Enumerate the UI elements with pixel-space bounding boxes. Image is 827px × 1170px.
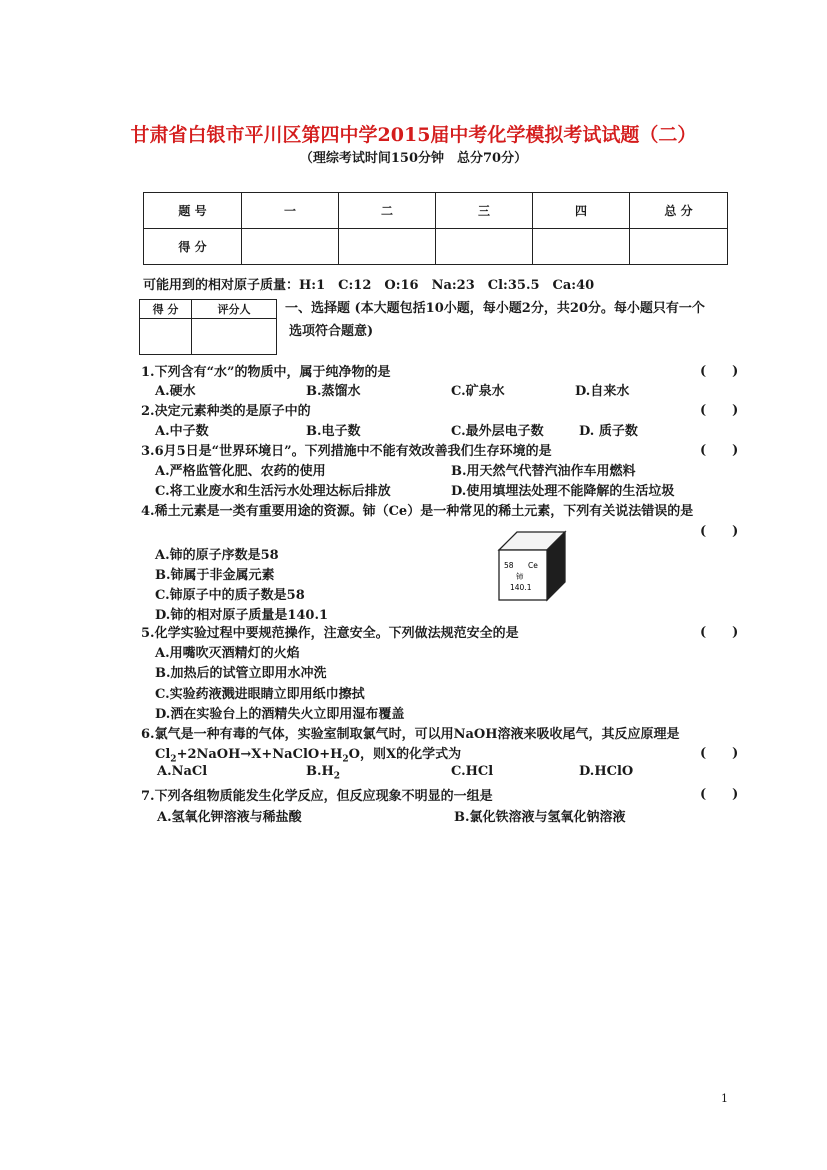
question-6-equation (155, 743, 461, 765)
question-1-option-d: D.自来水 (575, 384, 630, 399)
grader-score-cell (140, 319, 192, 355)
score-header-cell: 一 (242, 193, 339, 229)
equation-subscript: 2 (170, 754, 177, 765)
question-6-stem: 6.氯气是一种有毒的气体，实验室制取氯气时，可以用NaOH溶液来吸收尾气，其反应原理是 (141, 727, 680, 742)
question-3-option-a: A.严格监管化肥、农药的使用 (155, 464, 326, 479)
question-1-option-b: B.蒸馏水 (306, 384, 361, 399)
grader-table (139, 299, 277, 355)
score-table (143, 192, 728, 265)
score-header-cell: 题 号 (144, 193, 242, 229)
score-table-score-row (144, 229, 728, 265)
score-header-cell: 四 (533, 193, 630, 229)
question-7-stem: 7.下列各组物质能发生化学反应，但反应现象不明显的一组是 (141, 789, 493, 804)
question-5-option-a: A.用嘴吹灭酒精灯的火焰 (155, 646, 300, 661)
question-1-option-a: A.硬水 (155, 384, 196, 399)
option-subscript: 2 (333, 771, 341, 782)
grader-score-label: 得 分 (140, 300, 192, 319)
question-4-option-a: A.铈的原子序数是58 (155, 548, 279, 563)
question-6-option-d: D.HClO (579, 764, 634, 779)
option-text: B.H (306, 764, 334, 779)
section-one-heading: 一、选择题 (本大题包括10小题，每小题2分，共20分。每小题只有一个 (285, 301, 705, 316)
atomic-masses: 可能用到的相对原子质量：H:1 C:12 O:16 Na:23 Cl:35.5 Ca:40 (143, 278, 595, 293)
question-2-option-a: A.中子数 (155, 424, 209, 439)
score-row-label: 得 分 (144, 229, 242, 265)
question-3-stem: 3.6月5日是“世界环境日”。下列措施中不能有效改善我们生存环境的是 (141, 444, 552, 459)
question-4-stem: 4.稀土元素是一类有重要用途的资源。铈（Ce）是一种常见的稀土元素，下列有关说法错误的是 (141, 504, 694, 519)
question-6-answer-paren: ( ) (700, 746, 739, 761)
question-2-stem: 2.决定元素种类的是原子中的 (141, 404, 311, 419)
page-number: 1 (721, 1092, 728, 1105)
equation-part: +2NaOH→X+NaClO+H (176, 747, 343, 762)
question-2-answer-paren: ( ) (700, 403, 739, 418)
question-5-stem: 5.化学实验过程中要规范操作，注意安全。下列做法规范安全的是 (141, 626, 519, 641)
section-one-note: 选项符合题意) (289, 324, 374, 339)
score-header-cell: 二 (339, 193, 436, 229)
question-5-option-d: D.洒在实验台上的酒精失火立即用湿布覆盖 (155, 707, 405, 722)
question-5-answer-paren: ( ) (700, 625, 739, 640)
grader-name-cell (192, 319, 277, 355)
score-cell (339, 229, 436, 265)
score-cell (533, 229, 630, 265)
exam-subtitle: （理综考试时间150分钟 总分70分） (299, 151, 528, 166)
question-3-option-b: B.用天然气代替汽油作车用燃料 (451, 464, 636, 479)
question-7-answer-paren: ( ) (700, 787, 739, 802)
question-2-option-c: C.最外层电子数 (451, 424, 544, 439)
question-3-option-d: D.使用填埋法处理不能降解的生活垃圾 (451, 484, 675, 499)
question-3-answer-paren: ( ) (700, 443, 739, 458)
question-7-option-a: A.氢氧化钾溶液与稀盐酸 (157, 810, 302, 825)
question-1-option-c: C.矿泉水 (451, 384, 505, 399)
equation-subscript: 2 (342, 754, 349, 765)
cube-symbol: Ce (528, 561, 538, 570)
question-4-answer-paren: ( ) (700, 524, 739, 539)
question-4-option-d: D.铈的相对原子质量是140.1 (155, 608, 329, 623)
exam-title: 甘肃省白银市平川区第四中学2015届中考化学模拟考试试题（二） (130, 124, 697, 146)
question-5-option-b: B.加热后的试管立即用水冲洗 (155, 666, 327, 681)
cube-element-name: 铈 (516, 572, 524, 581)
question-5-option-c: C.实验药液溅进眼睛立即用纸巾擦拭 (155, 687, 365, 702)
equation-part: Cl (155, 747, 171, 762)
question-2-option-b: B.电子数 (306, 424, 361, 439)
cube-atomic-mass: 140.1 (510, 583, 532, 592)
question-7-option-b: B.氯化铁溶液与氢氧化钠溶液 (454, 810, 626, 825)
question-4-option-b: B.铈属于非金属元素 (155, 568, 275, 583)
score-table-header-row (144, 193, 728, 229)
score-header-cell: 三 (436, 193, 533, 229)
question-1-answer-paren: ( ) (700, 364, 739, 379)
question-2-option-d: D. 质子数 (579, 424, 638, 439)
equation-part: O，则X的化学式为 (348, 747, 462, 762)
grader-name-label: 评分人 (192, 300, 277, 319)
question-6-option-b (306, 764, 340, 782)
question-1-stem: 1.下列含有“水”的物质中，属于纯净物的是 (141, 365, 391, 380)
score-cell (242, 229, 339, 265)
score-cell (630, 229, 728, 265)
question-3-option-c: C.将工业废水和生活污水处理达标后排放 (155, 484, 391, 499)
question-6-option-c: C.HCl (451, 764, 494, 779)
score-header-cell: 总 分 (630, 193, 728, 229)
question-6-option-a: A.NaCl (157, 764, 208, 779)
cerium-element-cube (497, 530, 567, 602)
question-4-option-c: C.铈原子中的质子数是58 (155, 588, 305, 603)
cube-atomic-number: 58 (504, 561, 514, 570)
score-cell (436, 229, 533, 265)
